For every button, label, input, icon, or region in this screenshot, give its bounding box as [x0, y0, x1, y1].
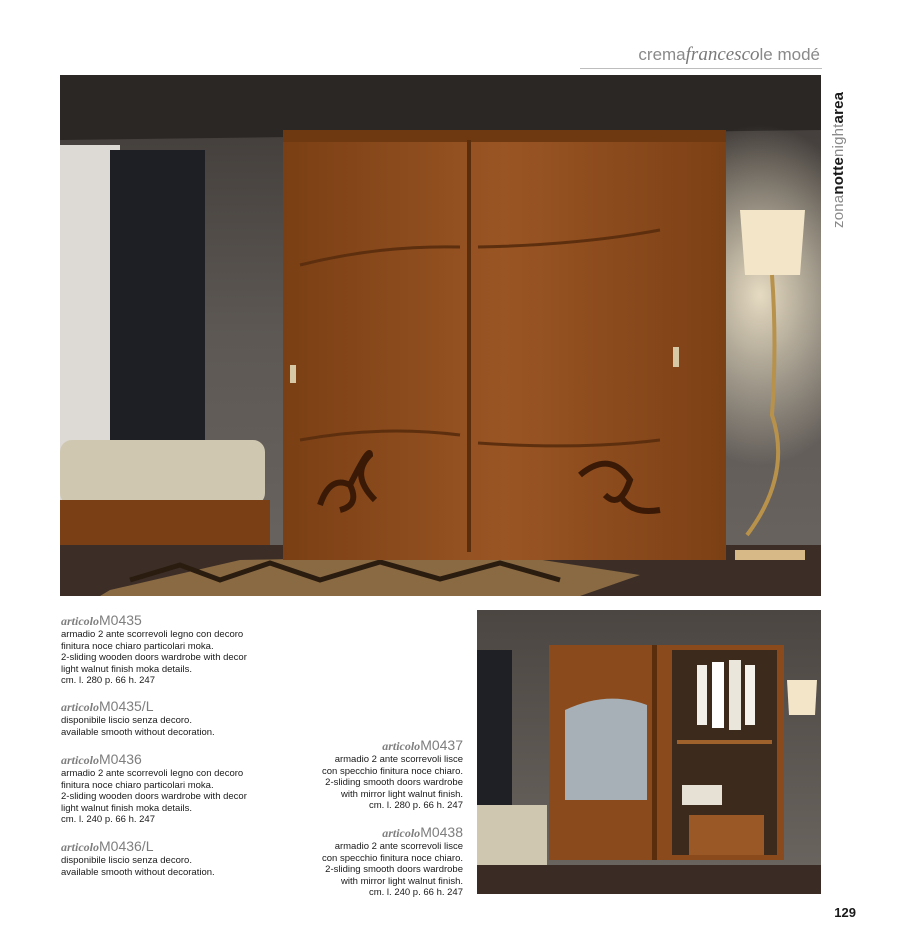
- article-text-line: 2-sliding smooth doors wardrobe: [325, 864, 463, 875]
- article-code: articoloM0435: [61, 612, 142, 628]
- article-text-line: with mirror light walnut finish.: [341, 788, 463, 800]
- article-text-line: 2-sliding wooden doors wardrobe with decor: [61, 652, 247, 663]
- article-m0435: [61, 612, 247, 687]
- article-text-line: available smooth without decoration.: [61, 866, 215, 878]
- article-text-line: finitura noce chiaro particolari moka.: [61, 640, 214, 652]
- article-text-line: armadio 2 ante scorrevoli legno con decoro: [61, 629, 244, 640]
- article-dimensions: cm. l. 280 p. 66 h. 247: [368, 800, 463, 811]
- article-text-line: con specchio finitura noce chiaro.: [322, 765, 463, 777]
- page-number: 129: [834, 905, 856, 920]
- article-text-line: armadio 2 ante scorrevoli legno con decoro: [61, 768, 244, 779]
- wardrobe-mirror-photo: [477, 610, 821, 894]
- article-text-line: 2-sliding smooth doors wardrobe: [325, 777, 463, 788]
- article-text-line: armadio 2 ante scorrevoli lisce: [334, 754, 463, 765]
- article-code: articoloM0436/L: [61, 838, 154, 854]
- article-m0436: [61, 751, 247, 826]
- article-text-line: with mirror light walnut finish.: [341, 875, 463, 887]
- article-m0438: [322, 824, 463, 899]
- article-dimensions: cm. l. 240 p. 66 h. 247: [61, 814, 156, 825]
- article-dimensions: cm. l. 280 p. 66 h. 247: [61, 675, 156, 686]
- article-code: articoloM0438: [382, 824, 463, 840]
- article-text-line: finitura noce chiaro particolari moka.: [61, 779, 214, 791]
- article-code: articoloM0436: [61, 751, 142, 767]
- article-text-line: disponibile liscio senza decoro.: [61, 715, 192, 726]
- brand-logo: cremafrancescole modé: [638, 44, 820, 65]
- zone-label: zonanottenightarea: [830, 91, 847, 228]
- article-text-line: light walnut finish moka details.: [61, 802, 192, 814]
- article-text-line: available smooth without decoration.: [61, 726, 215, 738]
- article-text-line: armadio 2 ante scorrevoli lisce: [334, 841, 463, 852]
- article-text-line: disponibile liscio senza decoro.: [61, 855, 192, 866]
- article-m0437: [322, 737, 463, 812]
- article-m0436l: [61, 838, 215, 878]
- article-code: articoloM0437: [382, 737, 463, 753]
- article-dimensions: cm. l. 240 p. 66 h. 247: [368, 887, 463, 898]
- article-code: articoloM0435/L: [61, 698, 154, 714]
- article-m0435l: [61, 698, 215, 738]
- article-text-line: light walnut finish moka details.: [61, 663, 192, 675]
- article-text-line: 2-sliding wooden doors wardrobe with decor: [61, 791, 247, 802]
- brand-divider: [580, 68, 822, 69]
- article-text-line: con specchio finitura noce chiaro.: [322, 852, 463, 864]
- wardrobe-main-photo: [60, 75, 821, 596]
